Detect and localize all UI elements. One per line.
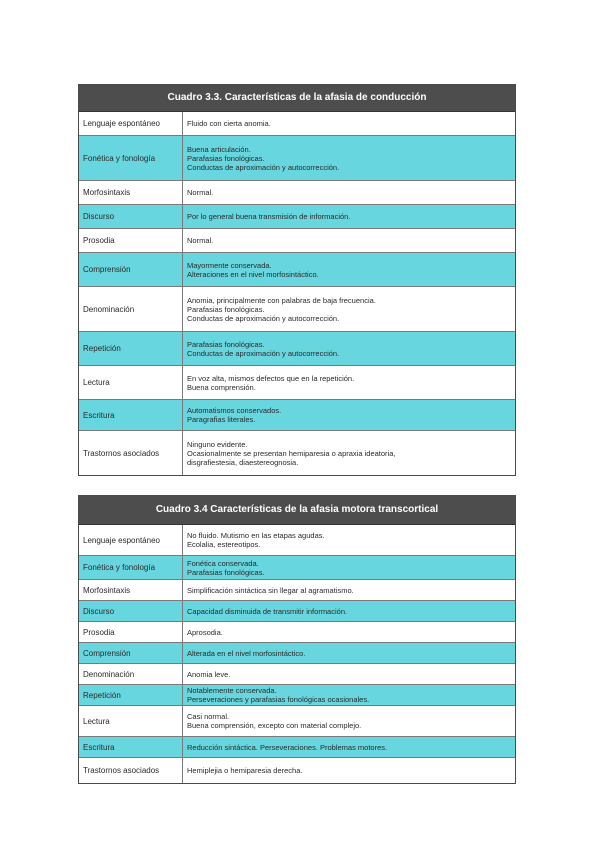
description-line: Parafasias fonológicas. bbox=[187, 567, 265, 577]
row-description bbox=[183, 601, 515, 621]
description-line: Normal. bbox=[187, 188, 214, 197]
table-row bbox=[79, 758, 515, 783]
row-description bbox=[183, 622, 515, 642]
row-label: Escritura bbox=[79, 400, 183, 430]
description-line: Fonética conservada. bbox=[187, 558, 259, 568]
row-label: Prosodia bbox=[79, 622, 183, 642]
description-line: No fluido. Mutismo en las etapas agudas. bbox=[187, 531, 325, 540]
row-label: Lenguaje espontáneo bbox=[79, 525, 183, 555]
row-description bbox=[183, 136, 515, 180]
row-label: Repetición bbox=[79, 332, 183, 365]
row-label: Prosodia bbox=[79, 229, 183, 252]
row-description bbox=[183, 706, 515, 736]
description-line: Por lo general buena transmisión de información. bbox=[187, 212, 351, 221]
row-label: Escritura bbox=[79, 737, 183, 757]
row-label: Denominación bbox=[79, 664, 183, 684]
description-line: Casi normal. bbox=[187, 712, 230, 721]
description-line: Conductas de aproximación y autocorrección. bbox=[187, 162, 340, 172]
row-description bbox=[183, 525, 515, 555]
description-line: Parafasias fonológicas. bbox=[187, 339, 265, 349]
description-line: Capacidad disminuida de transmitir información. bbox=[187, 606, 348, 616]
row-label: Comprensión bbox=[79, 643, 183, 663]
table-row bbox=[79, 181, 515, 205]
table-row bbox=[79, 112, 515, 136]
row-description bbox=[183, 400, 515, 430]
table-afasia-motora-transcortical bbox=[78, 495, 516, 784]
row-description bbox=[183, 556, 515, 579]
description-line: Conductas de aproximación y autocorrección. bbox=[187, 348, 340, 358]
row-description bbox=[183, 332, 515, 365]
row-label: Comprensión bbox=[79, 253, 183, 286]
table-row bbox=[79, 229, 515, 253]
row-description bbox=[183, 737, 515, 757]
table-row bbox=[79, 136, 515, 181]
row-description bbox=[183, 229, 515, 252]
table-row bbox=[79, 287, 515, 332]
table-row bbox=[79, 431, 515, 475]
row-description bbox=[183, 431, 515, 475]
description-line: Fluido con cierta anomia. bbox=[187, 119, 271, 128]
row-label: Fonética y fonología bbox=[79, 556, 183, 579]
description-line: Automatismos conservados. bbox=[187, 406, 282, 415]
table-body bbox=[79, 112, 515, 475]
description-line: Perseveraciones y parafasias fonológicas ocasionales. bbox=[187, 695, 370, 704]
row-description bbox=[183, 181, 515, 204]
row-description bbox=[183, 366, 515, 399]
table-row bbox=[79, 622, 515, 643]
row-label: Morfosintaxis bbox=[79, 580, 183, 600]
description-line: Hemiplejia o hemiparesia derecha. bbox=[187, 766, 303, 775]
table-title: Cuadro 3.3. Características de la afasia de conducción bbox=[79, 85, 515, 112]
row-description bbox=[183, 758, 515, 783]
table-row bbox=[79, 205, 515, 229]
table-body bbox=[79, 525, 515, 783]
row-description bbox=[183, 205, 515, 228]
row-label: Fonética y fonología bbox=[79, 136, 183, 180]
table-afasia-conduccion bbox=[78, 84, 516, 476]
table-row bbox=[79, 366, 515, 400]
table-row bbox=[79, 400, 515, 431]
description-line: Simplificación sintáctica sin llegar al agramatismo. bbox=[187, 585, 354, 595]
description-line: Buena comprensión. bbox=[187, 382, 256, 392]
row-label: Lectura bbox=[79, 706, 183, 736]
description-line: Normal. bbox=[187, 236, 214, 245]
table-row bbox=[79, 601, 515, 622]
table-row bbox=[79, 685, 515, 706]
row-label: Lectura bbox=[79, 366, 183, 399]
description-line: Aprosodia. bbox=[187, 627, 223, 637]
row-label: Discurso bbox=[79, 205, 183, 228]
table-row bbox=[79, 525, 515, 556]
description-line: Ecolalia, estereotipos. bbox=[187, 540, 261, 549]
row-label: Morfosintaxis bbox=[79, 181, 183, 204]
row-description bbox=[183, 112, 515, 135]
table-row bbox=[79, 643, 515, 664]
table-row bbox=[79, 664, 515, 685]
row-description bbox=[183, 643, 515, 663]
description-line: disgrafiestesia, diaestereognosia. bbox=[187, 457, 299, 467]
description-line: Ninguno evidente. bbox=[187, 439, 248, 449]
description-line: Anomia, principalmente con palabras de baja frecuencia. bbox=[187, 295, 376, 305]
description-line: Anomia leve. bbox=[187, 669, 231, 679]
table-row bbox=[79, 332, 515, 366]
table-row bbox=[79, 580, 515, 601]
description-line: Parafasias fonológicas. bbox=[187, 304, 265, 314]
description-line: Ocasionalmente se presentan hemiparesia o apraxia ideatoria, bbox=[187, 448, 396, 458]
row-label: Discurso bbox=[79, 601, 183, 621]
row-description bbox=[183, 287, 515, 331]
row-description bbox=[183, 664, 515, 684]
row-description bbox=[183, 685, 515, 705]
table-row bbox=[79, 706, 515, 737]
description-line: Buena comprensión, excepto con material complejo. bbox=[187, 721, 362, 730]
description-line: Reducción sintáctica. Perseveraciones. Problemas motores. bbox=[187, 742, 388, 752]
row-description bbox=[183, 253, 515, 286]
description-line: Notablemente conservada. bbox=[187, 686, 277, 695]
description-line: En voz alta, mismos defectos que en la repetición. bbox=[187, 373, 355, 383]
description-line: Buena articulación. bbox=[187, 144, 251, 154]
table-title: Cuadro 3.4 Características de la afasia motora transcortical bbox=[79, 496, 515, 525]
row-label: Trastornos asociados bbox=[79, 758, 183, 783]
description-line: Parafasias fonológicas. bbox=[187, 153, 265, 163]
description-line: Conductas de aproximación y autocorrección. bbox=[187, 313, 340, 323]
table-row bbox=[79, 253, 515, 287]
description-line: Mayormente conservada. bbox=[187, 260, 272, 270]
description-line: Paragrafias literales. bbox=[187, 415, 256, 424]
row-label: Lenguaje espontáneo bbox=[79, 112, 183, 135]
row-label: Trastornos asociados bbox=[79, 431, 183, 475]
row-label: Denominación bbox=[79, 287, 183, 331]
row-label: Repetición bbox=[79, 685, 183, 705]
row-description bbox=[183, 580, 515, 600]
description-line: Alteraciones en el nivel morfosintáctico. bbox=[187, 269, 319, 279]
table-row bbox=[79, 737, 515, 758]
description-line: Alterada en el nivel morfosintáctico. bbox=[187, 648, 306, 658]
table-row bbox=[79, 556, 515, 580]
